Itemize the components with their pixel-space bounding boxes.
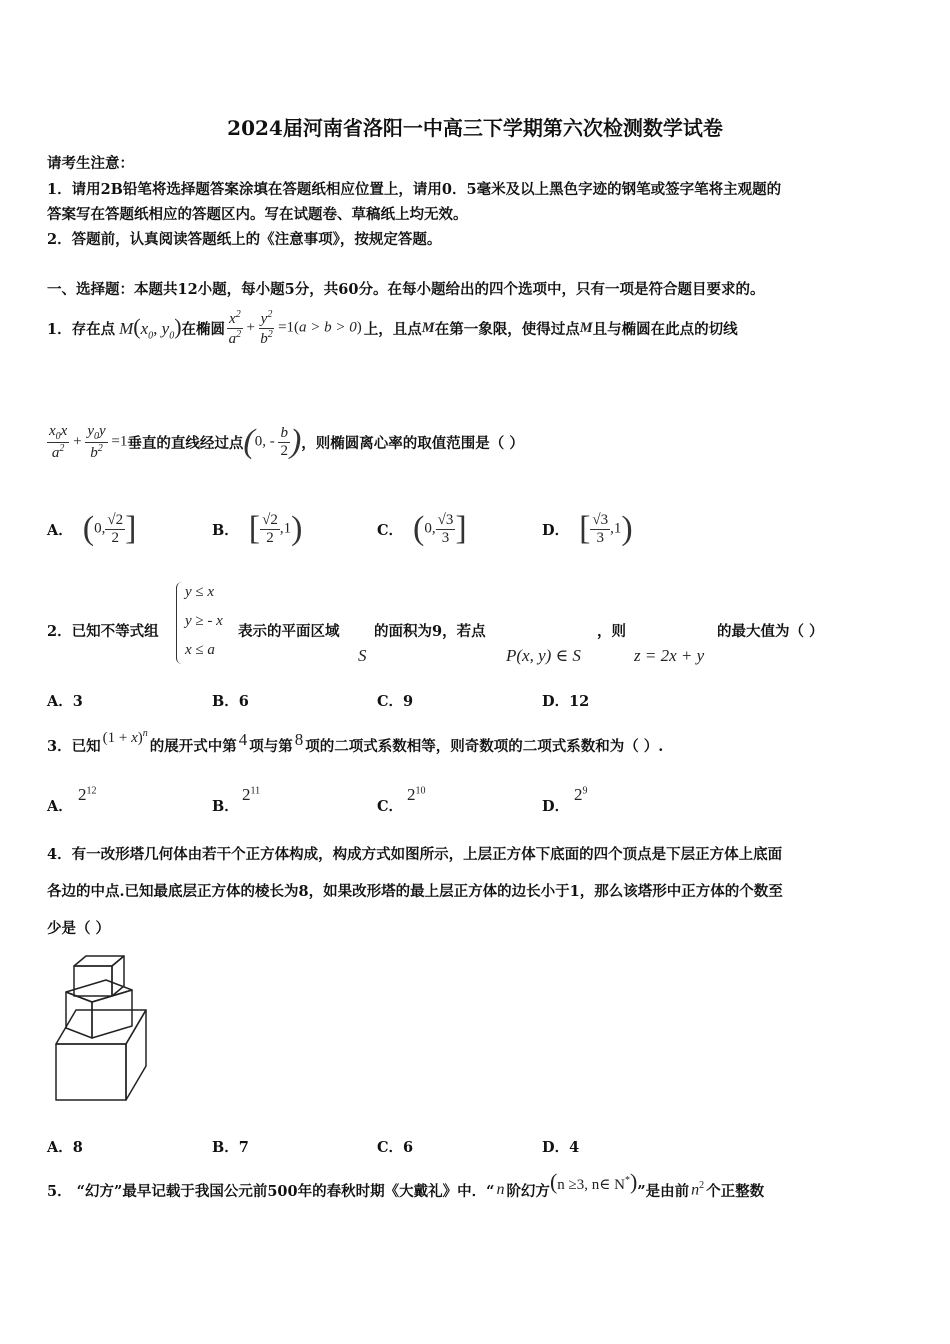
- q1-text-4: 在第一象限，使得过点: [434, 320, 580, 338]
- q4-line-1: 4．有一改形塔几何体由若干个正方体构成，构成方式如图所示，上层正方体下底面的四个顶点是下层正方体上底面: [47, 846, 783, 863]
- top-cube-top: [74, 956, 124, 966]
- q2-text-4: ，则: [597, 623, 626, 640]
- top-cube-front: [74, 966, 112, 996]
- q3-text-2: 的展开式中第: [149, 737, 237, 755]
- q1-option-a[interactable]: A． (0, $\frac{√2}{2}$ ]: [47, 510, 137, 547]
- q4-line-3: 少是（ ）: [47, 920, 111, 937]
- q3-option-a[interactable]: A．: [47, 798, 73, 815]
- notice-heading: 请考生注意：: [47, 155, 134, 172]
- q5-n: n: [496, 1181, 505, 1198]
- q2-option-c[interactable]: C．9: [377, 693, 414, 710]
- point-m-label: M: [421, 319, 435, 336]
- q1-option-c[interactable]: C． (0, $\frac{√3}{3}$ ]: [377, 510, 467, 547]
- middle-cube-top: [66, 980, 132, 1002]
- q3-option-b-value: $2^{11}$: [242, 785, 261, 804]
- q3-option-d-value: $2^9$: [574, 785, 588, 804]
- q1-text-6: 垂直的直线经过点: [127, 434, 244, 452]
- q3-option-c[interactable]: C．: [377, 798, 404, 815]
- q2-option-d[interactable]: D．12: [542, 693, 590, 710]
- ellipse-equation: $\frac{x^2}{a^2}$ + $\frac{y^2}{b^2}$ =1(a > b > 0): [228, 309, 362, 347]
- q4-option-d[interactable]: D．4: [542, 1139, 580, 1156]
- q2-option-b[interactable]: B．6: [212, 693, 249, 710]
- page-title: 2024届河南省洛阳一中高三下学期第六次检测数学试卷: [227, 116, 723, 140]
- tangent-line-equation: $\frac{x_0x}{a^2}$ + $\frac{y_0y}{b^2}$ =1: [49, 422, 128, 461]
- point-m-formula: $M(x_0$, $y_0$): [119, 314, 182, 342]
- objective-z: z = 2x + y: [634, 646, 705, 665]
- magic-square-condition: (n ≥3, n∈ N*): [549, 1169, 638, 1194]
- term-number-8: 8: [294, 730, 304, 749]
- point-p-in-s: P(x, y) ∈ S: [506, 646, 581, 665]
- q1-option-b[interactable]: B． [ $\frac{√2}{2}$ ,1): [212, 510, 303, 547]
- question-1-line-1: [47, 306, 738, 350]
- q3-option-d[interactable]: D．: [542, 798, 570, 815]
- bottom-cube-side: [126, 1010, 146, 1100]
- q1-text-1: 1．存在点: [47, 320, 116, 338]
- ineq-2: y ≥ - x: [185, 613, 223, 629]
- q4-option-a[interactable]: A．8: [47, 1139, 83, 1156]
- q4-line-2: 各边的中点.已知最底层正方体的棱长为8，如果改形塔的最上层正方体的边长小于1，那么该塔形中正方体的个数至: [47, 883, 783, 900]
- q4-option-c[interactable]: C．6: [377, 1139, 414, 1156]
- top-cube-side: [112, 956, 124, 996]
- q1-text-3: 上，且点: [363, 320, 422, 338]
- question-3: [47, 728, 663, 762]
- middle-cube-front-left: [66, 992, 92, 1038]
- q2-text-1: 2．已知不等式组: [47, 623, 159, 640]
- q1-text-5: 且与椭圆在此点的切线: [592, 320, 738, 338]
- middle-cube-front-right: [92, 990, 132, 1038]
- inequality-system: [176, 582, 237, 664]
- q3-option-a-value: $2^{12}$: [78, 785, 97, 804]
- q5-text-4: 个正整数: [706, 1182, 765, 1200]
- q3-text-3: 项与第: [249, 737, 293, 755]
- question-1-line-2: [47, 414, 524, 470]
- q5-n-squared: $n^2$: [691, 1180, 705, 1199]
- q2-text-3: 的面积为9，若点: [374, 623, 486, 640]
- region-s: S: [358, 646, 367, 665]
- q2-option-a[interactable]: A．3: [47, 693, 83, 710]
- q1-text-2: 在椭圆: [181, 320, 226, 338]
- q3-option-c-value: $2^{10}$: [407, 785, 426, 804]
- term-number-4: 4: [238, 730, 248, 749]
- q4-option-b[interactable]: B．7: [212, 1139, 249, 1156]
- q2-text-5: 的最大值为（ ）: [717, 623, 824, 640]
- q3-option-b[interactable]: B．: [212, 798, 239, 815]
- bottom-cube-front: [56, 1044, 126, 1100]
- q3-text-4: 项的二项式系数相等，则奇数项的二项式系数和为（ ）.: [305, 737, 664, 755]
- notice-line-2: 2．答题前，认真阅读答题纸上的《注意事项》，按规定答题。: [47, 231, 442, 248]
- q2-text-2: 表示的平面区域: [238, 623, 340, 640]
- notice-line-1a: 1．请用2B铅笔将选择题答案涂填在答题纸相应位置上，请用0．5毫米及以上黑色字迹的钢笔或签字笔将主观题的: [47, 181, 782, 198]
- question-5: [47, 1170, 764, 1210]
- ineq-3: x ≤ a: [185, 642, 215, 658]
- point-zero-neg-b-half: (0, - $\frac{b}{2}$ ): [243, 423, 302, 460]
- point-m-label-2: M: [579, 319, 593, 336]
- binomial-expression: $(1 + x)^n$: [102, 727, 148, 746]
- q5-text-3: ”是由前: [637, 1182, 690, 1200]
- cube-tower-figure: [40, 948, 170, 1108]
- notice-line-1b: 答案写在答题纸相应的答题区内。写在试题卷、草稿纸上均无效。: [47, 206, 468, 223]
- ineq-1: y ≤ x: [185, 584, 215, 600]
- q1-option-d[interactable]: D． [ $\frac{√3}{3}$ ,1): [542, 510, 633, 547]
- q1-text-7: ，则椭圆离心率的取值范围是（ ）: [301, 434, 524, 452]
- section-heading: 一、选择题：本题共12小题，每小题5分，共60分。在每小题给出的四个选项中，只有一项是符合题目要求的。: [47, 281, 765, 298]
- q5-text-1: 5． “幻方”最早记载于我国公元前500年的春秋时期《大戴礼》中．“: [47, 1182, 495, 1200]
- q5-text-2: 阶幻方: [506, 1182, 550, 1200]
- q3-text-1: 3．已知: [47, 737, 101, 755]
